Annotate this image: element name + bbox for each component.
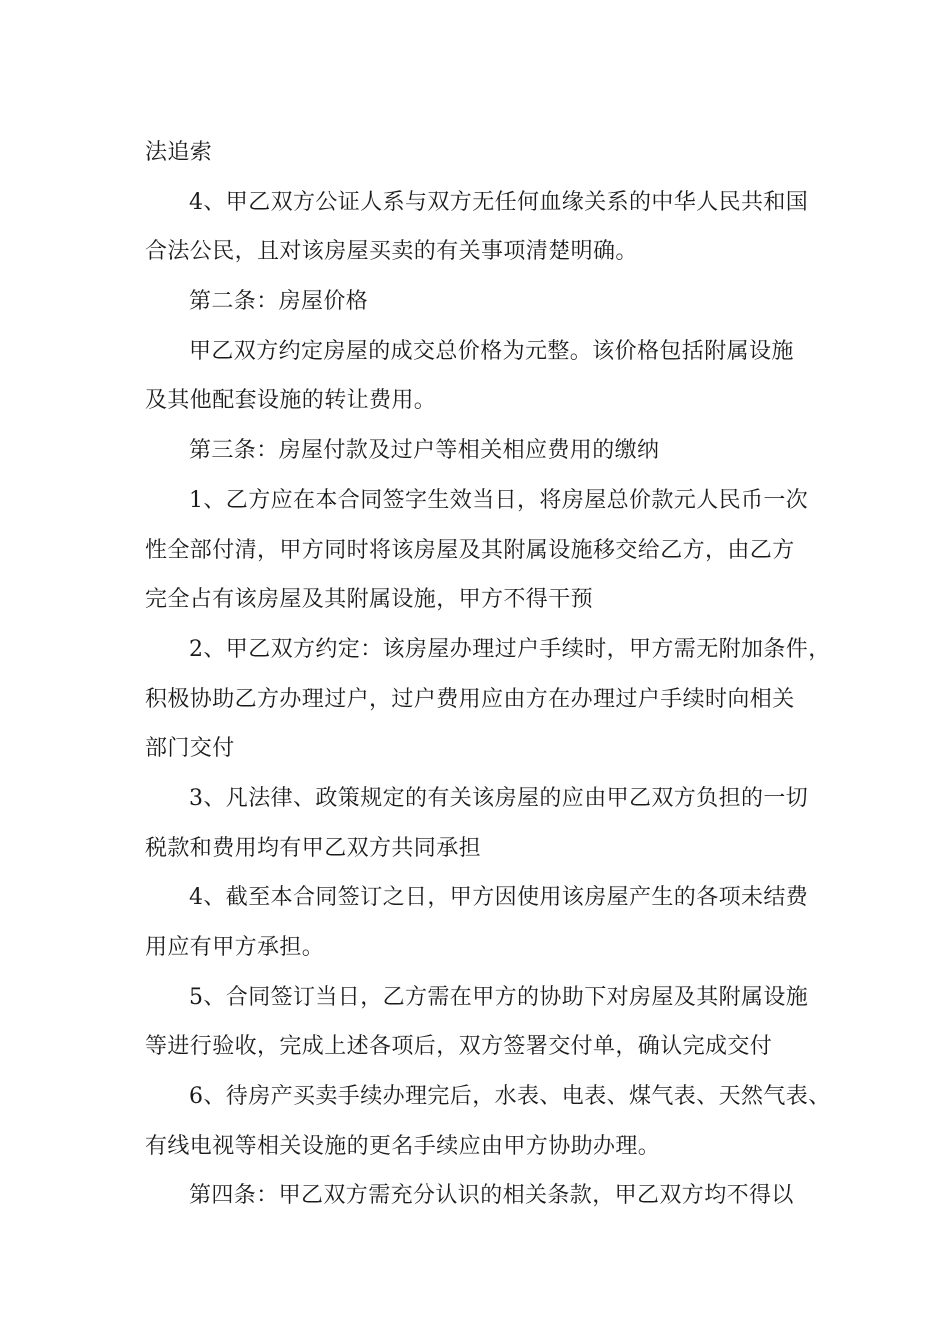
text-line: 性全部付清，甲方同时将该房屋及其附属设施移交给乙方，由乙方 <box>145 537 795 563</box>
text-line: 用应有甲方承担。 <box>145 935 325 960</box>
text-line: 合法公民，且对该房屋买卖的有关事项清楚明确。 <box>145 239 638 265</box>
text-line: 积极协助乙方办理过户，过户费用应由方在办理过户手续时向相关 <box>145 686 795 712</box>
document-body <box>145 128 831 1221</box>
text-line: 等进行验收，完成上述各项后，双方签署交付单，确认完成交付 <box>145 1034 773 1060</box>
text-line: 及其他配套设施的转让费用。 <box>145 388 437 414</box>
text-line: 6、待房产买卖手续办理完后，水表、电表、煤气表、天然气表、 <box>189 1084 831 1110</box>
text-line: 3、凡法律、政策规定的有关该房屋的应由甲乙双方负担的一切 <box>189 785 809 811</box>
text-line: 有线电视等相关设施的更名手续应由甲方协助办理。 <box>145 1133 661 1159</box>
text-line: 税款和费用均有甲乙双方共同承担 <box>145 835 482 861</box>
section-heading: 第四条：甲乙双方需充分认识的相关条款，甲乙双方均不得以 <box>189 1183 794 1209</box>
text-line: 4、甲乙双方公证人系与双方无任何血缘关系的中华人民共和国 <box>189 189 809 215</box>
text-line: 甲乙双方约定房屋的成交总价格为元整。该价格包括附属设施 <box>189 338 794 364</box>
text-line: 法追索 <box>145 140 213 165</box>
text-line: 完全占有该房屋及其附属设施，甲方不得干预 <box>145 587 594 613</box>
text-line: 2、甲乙双方约定：该房屋办理过户手续时，甲方需无附加条件， <box>189 636 831 662</box>
section-heading: 第三条：房屋付款及过户等相关相应费用的缴纳 <box>189 438 660 464</box>
text-line: 4、截至本合同签订之日，甲方因使用该房屋产生的各项未结费 <box>189 885 809 911</box>
text-line: 部门交付 <box>145 736 235 762</box>
text-line: 5、合同签订当日，乙方需在甲方的协助下对房屋及其附属设施 <box>189 984 809 1010</box>
text-line: 1、乙方应在本合同签字生效当日，将房屋总价款元人民币一次 <box>189 487 809 513</box>
section-heading: 第二条：房屋价格 <box>189 289 369 315</box>
